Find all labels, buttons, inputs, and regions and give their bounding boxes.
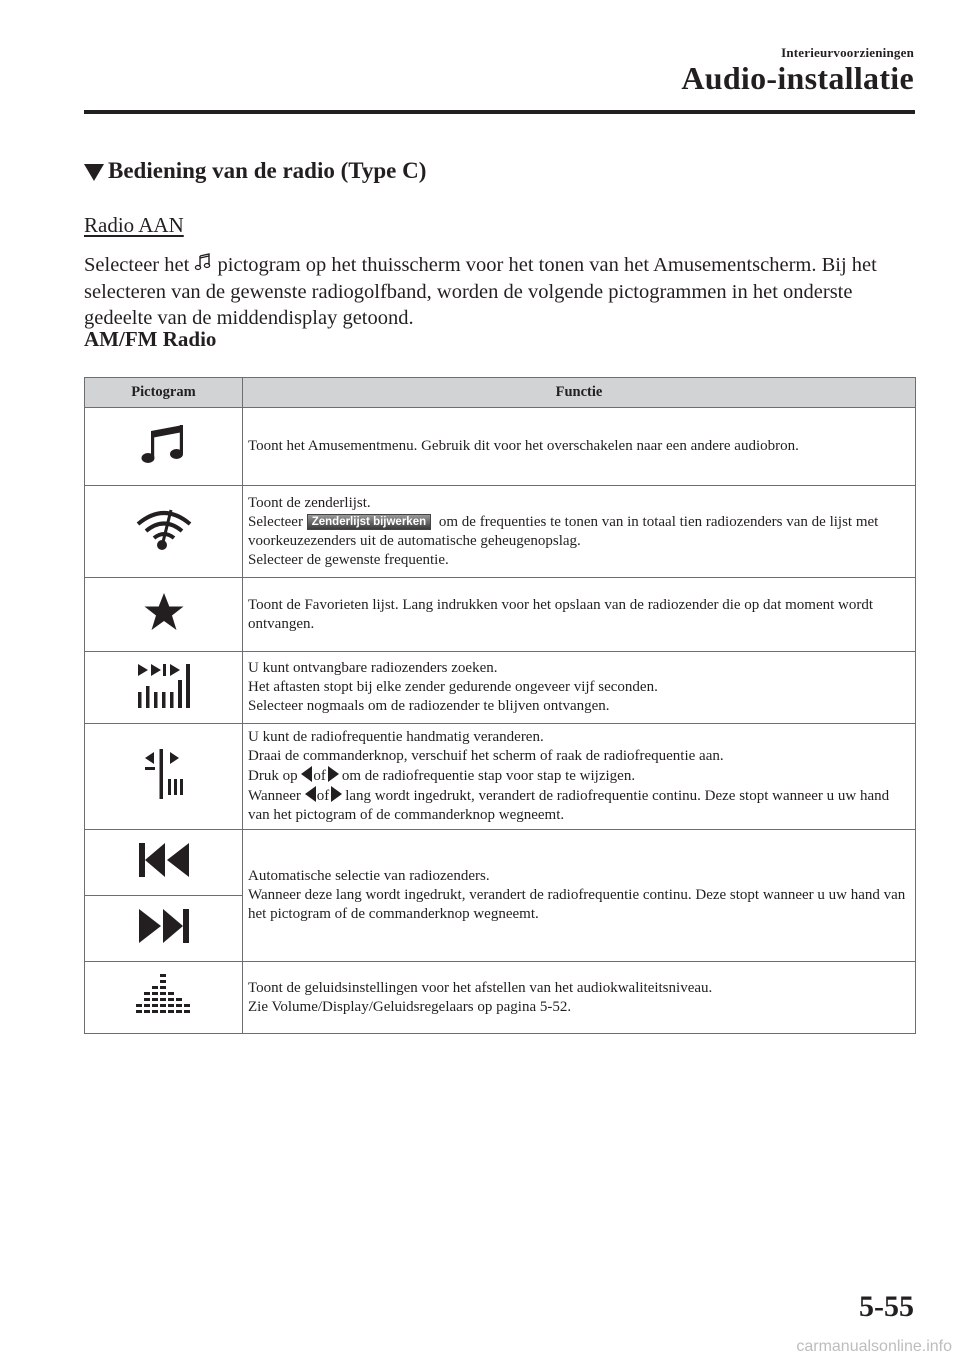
manual-tune-icon [142, 749, 186, 799]
function-cell [243, 486, 916, 578]
function-text: Toont de zenderlijst. [248, 494, 371, 511]
function-text: Wanneer deze lang wordt ingedrukt, verandert de radiofrequentie continu. Deze stopt wanneer u uw hand van het pictogram of de commanderknop wegneemt. [248, 887, 906, 922]
function-text-arrows [248, 766, 907, 786]
intro-paragraph [84, 252, 924, 332]
skip-back-icon [137, 840, 191, 880]
function-cell [243, 724, 916, 830]
function-cell [243, 830, 916, 962]
section-heading-text: Bediening van de radio (Type C) [108, 158, 427, 183]
icon-cell [85, 652, 243, 724]
update-station-list-button: Zenderlijst bijwerken [307, 514, 431, 530]
function-text: of [313, 768, 326, 784]
function-text: U kunt de radiofrequentie handmatig veranderen. [248, 729, 544, 745]
subheading: Radio AAN [84, 213, 184, 237]
function-table [84, 377, 916, 1034]
function-text: Het aftasten stopt bij elke zender gedurende ongeveer vijf seconden. [248, 679, 658, 695]
function-text-with-button [248, 513, 907, 551]
function-cell [243, 652, 916, 724]
triangle-left-icon [301, 766, 312, 782]
header-rule [84, 110, 915, 114]
icon-cell [85, 724, 243, 830]
function-cell [243, 578, 916, 652]
scan-icon [132, 660, 196, 710]
function-text: lang wordt ingedrukt, verandert de radiofrequentie continu. Deze stopt wanneer u uw hand van het pictogram of de commanderknop wegneemt. [248, 788, 890, 823]
intro-text-1: Selecteer het [84, 254, 195, 276]
function-text: Draai de commanderknop, verschuif het scherm of raak de radiofrequentie aan. [248, 748, 724, 764]
table-row [85, 962, 916, 1034]
intro-text-2: pictogram op het thuisscherm voor het tonen van het Amusementscherm. Bij het selecteren van de gewenste radiogolfband, worden de volgende pictogrammen in het onderste gedeelte van de middendisplay getoond. [84, 254, 877, 329]
function-text: Selecteer de gewenste frequentie. [248, 551, 449, 568]
triangle-marker-icon [84, 164, 104, 181]
icon-cell [85, 408, 243, 486]
col-header-pictogram: Pictogram [85, 378, 243, 408]
function-text: U kunt ontvangbare radiozenders zoeken. [248, 660, 498, 676]
function-text: Toont het Amusementmenu. Gebruik dit voor het overschakelen naar een andere audiobron. [248, 438, 799, 454]
function-text: Selecteer nogmaals om de radiozender te blijven ontvangen. [248, 698, 610, 714]
table-row [85, 724, 916, 830]
function-cell [243, 408, 916, 486]
icon-cell [85, 830, 243, 896]
page-title: Audio-installatie [681, 60, 914, 96]
skip-forward-icon [137, 906, 191, 946]
icon-cell [85, 896, 243, 962]
band-title: AM/FM Radio [84, 327, 217, 351]
triangle-left-icon [305, 786, 316, 802]
page-number: 5-55 [859, 1290, 914, 1323]
music-note-icon [194, 252, 212, 272]
function-text: Druk op [248, 768, 302, 784]
function-text: om de frequenties te tonen van in totaal tien radiozenders van de lijst met voorkeuzezenders uit de automatische geheugenopslag. [248, 513, 879, 549]
function-text-arrows [248, 786, 907, 825]
triangle-right-icon [328, 766, 339, 782]
star-icon [142, 590, 186, 634]
function-text: Toont de geluidsinstellingen voor het afstellen van het audiokwaliteitsniveau. [248, 979, 713, 996]
function-text: Selecteer [248, 513, 307, 530]
sound-settings-icon [136, 972, 192, 1018]
table-row [85, 652, 916, 724]
function-text: Toont de Favorieten lijst. Lang indrukken voor het opslaan van de radiozender die op dat moment wordt ontvangen. [248, 596, 874, 632]
function-text: of [316, 788, 330, 804]
table-row [85, 830, 916, 896]
triangle-right-icon [331, 786, 342, 802]
table-row [85, 408, 916, 486]
col-header-functie: Functie [243, 378, 916, 408]
table-header-row [85, 378, 916, 408]
table-row [85, 486, 916, 578]
section-heading [84, 158, 426, 184]
function-cell [243, 962, 916, 1034]
music-note-icon [139, 419, 189, 469]
icon-cell [85, 962, 243, 1034]
function-text: Zie Volume/Display/Geluidsregelaars op pagina 5-52. [248, 998, 572, 1015]
table-row [85, 578, 916, 652]
section-label: Interieurvoorzieningen [781, 45, 914, 60]
function-text: Wanneer [248, 788, 305, 804]
station-list-icon [134, 504, 194, 554]
icon-cell [85, 578, 243, 652]
watermark: carmanualsonline.info [796, 1338, 952, 1355]
icon-cell [85, 486, 243, 578]
function-text: Automatische selectie van radiozenders. [248, 868, 490, 884]
function-text: om de radiofrequentie stap voor stap te wijzigen. [341, 768, 636, 784]
